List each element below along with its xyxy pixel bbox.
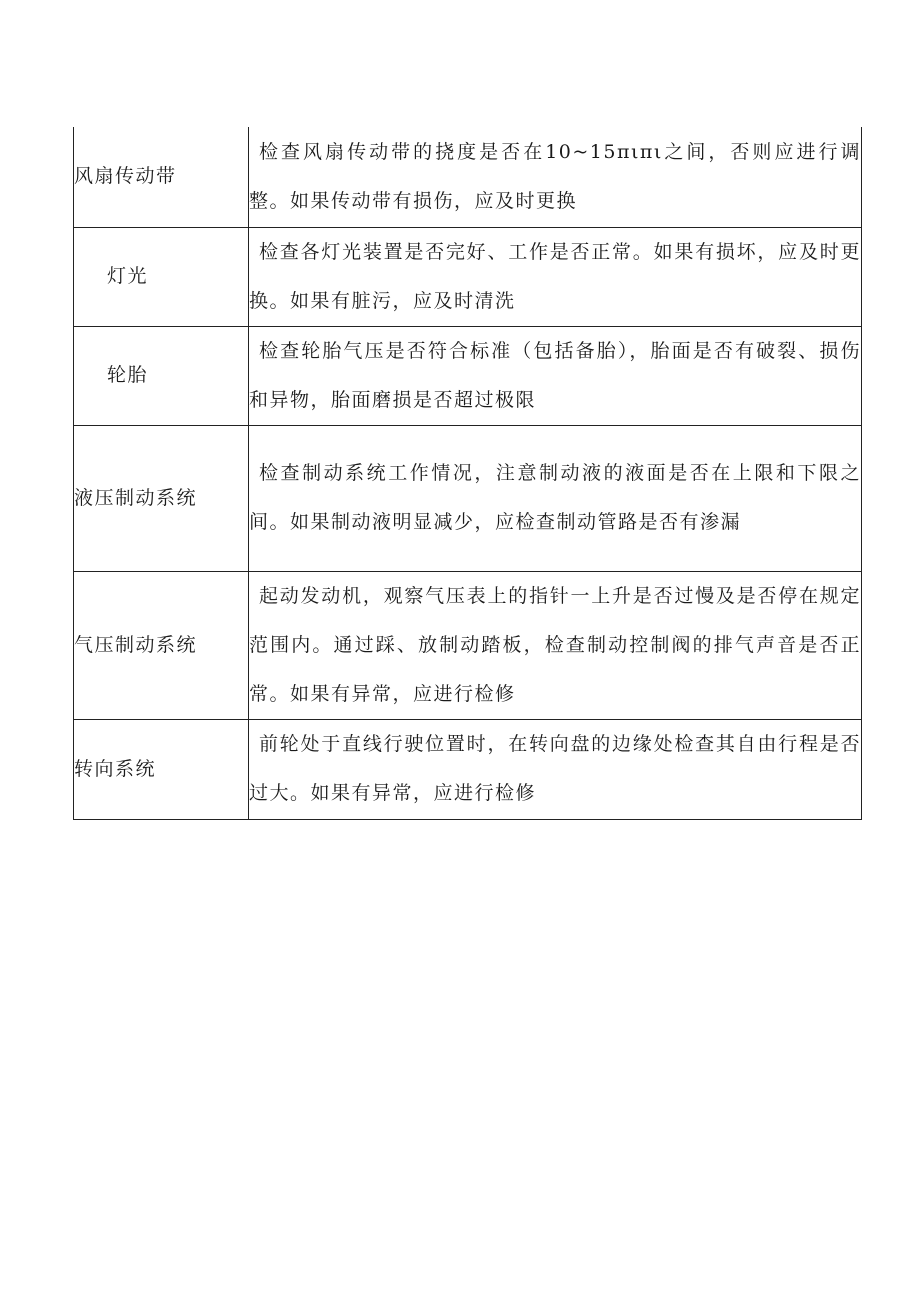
item-description: 前轮处于直线行驶位置时，在转向盘的边缘处检查其自由行程是否过大。如果有异常，应进行检修 [249, 733, 861, 804]
table-row [74, 719, 862, 819]
description-cell [249, 571, 862, 719]
item-name: 轮胎 [107, 364, 149, 386]
table-row [74, 127, 862, 227]
item-name: 转向系统 [74, 757, 157, 780]
item-name: 灯光 [107, 265, 149, 287]
item-description: 检查制动系统工作情况，注意制动液的液面是否在上限和下限之间。如果制动液明显减少，应检查制动管路是否有渗漏 [249, 462, 861, 533]
description-cell [249, 326, 862, 425]
item-cell [74, 425, 249, 571]
table-row [74, 571, 862, 719]
item-cell [74, 326, 249, 425]
description-cell [249, 425, 862, 571]
description-cell [249, 127, 862, 227]
item-cell [74, 719, 249, 819]
item-cell [74, 127, 249, 227]
item-cell [74, 227, 249, 326]
table-row [74, 227, 862, 326]
item-cell [74, 571, 249, 719]
item-name: 液压制动系统 [74, 486, 198, 509]
item-name: 风扇传动带 [74, 165, 177, 188]
item-description: 检查轮胎气压是否符合标准（包括备胎），胎面是否有破裂、损伤和异物，胎面磨损是否超过极限 [249, 339, 861, 411]
item-description: 起动发动机，观察气压表上的指针一上升是否过慢及是否停在规定范围内。通过踩、放制动踏板，检查制动控制阀的排气声音是否正常。如果有异常，应进行检修 [249, 584, 861, 705]
item-description: 检查各灯光装置是否完好、工作是否正常。如果有损坏，应及时更换。如果有脏污，应及时清洗 [249, 240, 861, 312]
description-cell [249, 227, 862, 326]
item-description: 检查风扇传动带的挠度是否在10~15πιπι之间，否则应进行调整。如果传动带有损伤，应及时更换 [249, 140, 861, 212]
table-row [74, 425, 862, 571]
description-cell [249, 719, 862, 819]
item-name: 气压制动系统 [74, 633, 198, 656]
table-row [74, 326, 862, 425]
inspection-table [73, 127, 862, 820]
